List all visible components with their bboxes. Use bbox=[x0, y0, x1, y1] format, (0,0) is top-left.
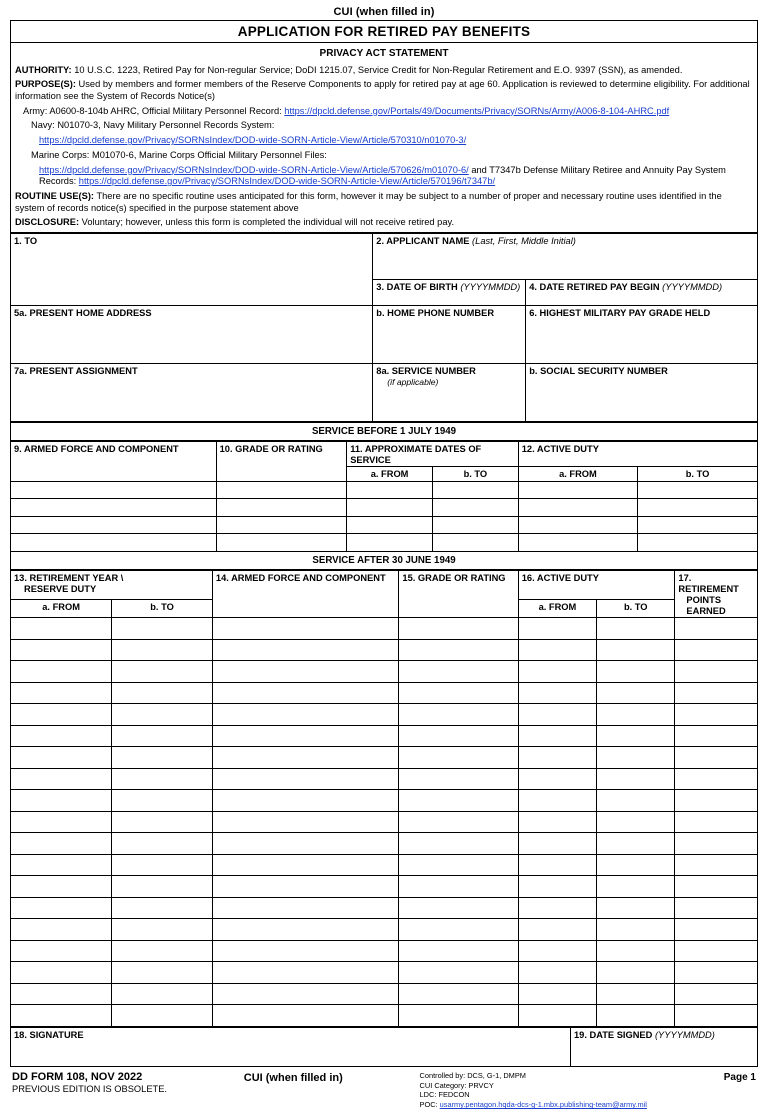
col-retirement-points-label: 17. RETIREMENT POINTS EARNED bbox=[678, 573, 739, 617]
authority-paragraph bbox=[15, 65, 753, 77]
col-active-to: b. TO bbox=[638, 466, 757, 481]
form-identifier bbox=[12, 1071, 167, 1094]
controlled-by: Controlled by: DCS, G-1, DMPM bbox=[419, 1070, 526, 1080]
poc-label: POC: bbox=[419, 1100, 440, 1110]
col-grade-or-rating-15 bbox=[399, 571, 518, 618]
band-service-after-1949: SERVICE AFTER 30 JUNE 1949 bbox=[11, 551, 757, 570]
field-date-signed[interactable] bbox=[571, 1027, 758, 1066]
field-date-signed-label: 19. DATE SIGNED (YYYYMMDD) bbox=[574, 1029, 715, 1040]
field-pay-grade-label: 6. HIGHEST MILITARY PAY GRADE HELD bbox=[529, 308, 711, 319]
table-row[interactable] bbox=[11, 747, 112, 769]
poc-line bbox=[420, 1100, 647, 1110]
signature-block bbox=[11, 1027, 757, 1066]
form-frame bbox=[10, 20, 758, 1067]
col-retirement-year bbox=[11, 571, 212, 600]
navy-sorn-line bbox=[15, 120, 753, 132]
col-active-duty-12 bbox=[518, 442, 757, 467]
col-retirement-to: b. TO bbox=[112, 600, 213, 618]
col-armed-force-component-14 bbox=[212, 571, 399, 618]
table-row[interactable] bbox=[11, 940, 112, 962]
field-applicant-name[interactable] bbox=[373, 234, 757, 280]
purpose-text: Used by members and former members of the Reserve Components to apply for retired pay at age 60. Application is reviewed to determine eligibility. For additional information see the System of Records Notice(s) bbox=[15, 79, 750, 101]
table-row[interactable] bbox=[11, 661, 112, 683]
page-number: Page 1 bbox=[723, 1071, 756, 1083]
marine-sorn-line bbox=[15, 150, 753, 162]
col-retirement-points bbox=[675, 571, 757, 618]
table-row[interactable] bbox=[11, 1005, 112, 1027]
marine-sorn-link-2[interactable]: https://dpcld.defense.gov/Privacy/SORNsIndex/DOD-wide-SORN-Article-View/Article/570196/t7347b/ bbox=[78, 176, 496, 187]
col-armed-force-label: 9. ARMED FORCE AND COMPONENT bbox=[14, 444, 179, 455]
army-sorn-link[interactable]: https://dpcld.defense.gov/Portals/49/Documents/Privacy/SORNs/Army/A006-8-104-AHRC.pdf bbox=[284, 105, 670, 116]
marine-sorn-label: Marine Corps: M01070-6, Marine Corps Official Military Personnel Files: bbox=[31, 149, 327, 160]
table-row[interactable] bbox=[11, 962, 112, 984]
routine-use-label: ROUTINE USE(S): bbox=[15, 190, 95, 201]
col-retirement-year-label: 13. RETIREMENT YEAR \ RESERVE DUTY bbox=[14, 573, 124, 595]
field-service-number-note: (if applicable) bbox=[387, 377, 439, 387]
disclosure-text: Voluntary; however, unless this form is completed the individual will not receive retired pay. bbox=[81, 217, 455, 228]
table-row[interactable] bbox=[11, 704, 112, 726]
previous-edition-note: PREVIOUS EDITION IS OBSOLETE. bbox=[12, 1083, 167, 1094]
table-row[interactable] bbox=[11, 499, 216, 517]
navy-sorn-link-line bbox=[15, 135, 753, 147]
table-row[interactable] bbox=[11, 897, 112, 919]
field-signature[interactable] bbox=[11, 1027, 571, 1066]
field-home-address-label: 5a. PRESENT HOME ADDRESS bbox=[14, 308, 152, 319]
cui-banner-bottom: CUI (when filled in) bbox=[243, 1071, 343, 1084]
form-number: DD FORM 108, NOV 2022 bbox=[12, 1070, 143, 1083]
routine-use-text: There are no specific routine uses anticipated for this form, however it may be subject to a number of proper and necessary routine uses identified in the system of records notice(s) specified in the purpose statement above bbox=[15, 190, 722, 213]
ldc: LDC: FEDCON bbox=[419, 1090, 470, 1100]
table-row[interactable] bbox=[11, 725, 112, 747]
field-home-phone[interactable] bbox=[373, 306, 526, 364]
identification-block bbox=[11, 233, 757, 422]
routine-use-paragraph bbox=[15, 191, 753, 214]
field-applicant-name-label: 2. APPLICANT NAME (Last, First, Middle Initial) bbox=[376, 236, 576, 247]
form-title: APPLICATION FOR RETIRED PAY BENEFITS bbox=[11, 21, 757, 43]
col-armed-force-component bbox=[11, 442, 216, 482]
purpose-paragraph bbox=[15, 79, 753, 102]
table-row[interactable] bbox=[11, 481, 216, 499]
navy-sorn-link[interactable]: https://dpcld.defense.gov/Privacy/SORNsIndex/DOD-wide-SORN-Article-View/Article/570310/n01070-3/ bbox=[39, 135, 467, 146]
field-ssn-label: b. SOCIAL SECURITY NUMBER bbox=[529, 366, 668, 377]
table-row[interactable] bbox=[11, 919, 112, 941]
field-to-label: 1. TO bbox=[14, 236, 38, 247]
col-grade-15-label: 15. GRADE OR RATING bbox=[402, 573, 506, 584]
purpose-label: PURPOSE(S): bbox=[15, 79, 76, 90]
poc-email-link[interactable]: usarmy.pentagon.hqda-dcs-g-1.mbx.publishing-team@army.mil bbox=[439, 1100, 647, 1110]
col-grade-or-rating bbox=[216, 442, 347, 482]
field-service-number[interactable] bbox=[373, 364, 526, 422]
marine-sorn-mid-text: and T7347b Defense Military Retiree and Annuity Pay System Records: bbox=[39, 164, 726, 187]
privacy-act-statement bbox=[11, 43, 757, 233]
table-row[interactable] bbox=[11, 618, 112, 640]
navy-sorn-label: Navy: N01070-3, Navy Military Personnel Records System: bbox=[31, 120, 275, 131]
table-service-before-1949 bbox=[11, 441, 757, 551]
disclosure-paragraph bbox=[15, 217, 753, 229]
table-service-after-1949 bbox=[11, 570, 757, 1026]
privacy-heading: PRIVACY ACT STATEMENT bbox=[319, 48, 449, 59]
table-row[interactable] bbox=[11, 790, 112, 812]
field-home-phone-label: b. HOME PHONE NUMBER bbox=[376, 308, 495, 319]
authority-label: AUTHORITY: bbox=[15, 64, 72, 75]
field-present-assignment[interactable] bbox=[11, 364, 373, 422]
col-active16-to: b. TO bbox=[597, 600, 675, 618]
col-active-duty-12-label: 12. ACTIVE DUTY bbox=[521, 444, 599, 455]
col-dates-from: a. FROM bbox=[347, 466, 433, 481]
field-to[interactable] bbox=[11, 234, 373, 306]
field-dob-label: 3. DATE OF BIRTH (YYYYMMDD) bbox=[376, 282, 521, 293]
army-sorn-line bbox=[15, 106, 753, 118]
marine-sorn-link-1[interactable]: https://dpcld.defense.gov/Privacy/SORNsIndex/DOD-wide-SORN-Article-View/Article/570626/m01070-6/ bbox=[39, 164, 469, 175]
table-row[interactable] bbox=[11, 639, 112, 661]
table-row[interactable] bbox=[11, 768, 112, 790]
field-date-retired-pay-begin[interactable] bbox=[526, 280, 757, 306]
table-row[interactable] bbox=[11, 833, 112, 855]
page-footer bbox=[10, 1067, 758, 1110]
field-service-number-label: 8a. SERVICE NUMBER bbox=[376, 366, 476, 377]
marine-sorn-link-line bbox=[15, 165, 753, 188]
control-markings bbox=[420, 1071, 647, 1110]
disclosure-label: DISCLOSURE: bbox=[15, 217, 80, 228]
col-active16-from: a. FROM bbox=[518, 600, 596, 618]
table-row[interactable] bbox=[11, 516, 216, 534]
col-dates-to: b. TO bbox=[432, 466, 518, 481]
col-approx-dates-of-service bbox=[347, 442, 519, 467]
authority-text: 10 U.S.C. 1223, Retired Pay for Non-regular Service; DoDI 1215.07, Service Credit for Non-Regular Retirement and E.O. 9397 (SSN), as amended. bbox=[74, 64, 683, 75]
table-row[interactable] bbox=[11, 876, 112, 898]
band-service-before-1949: SERVICE BEFORE 1 JULY 1949 bbox=[11, 422, 757, 441]
col-active-duty-16 bbox=[518, 571, 675, 600]
field-signature-label: 18. SIGNATURE bbox=[14, 1029, 84, 1040]
col-active-duty-16-label: 16. ACTIVE DUTY bbox=[521, 573, 599, 584]
field-ssn[interactable] bbox=[526, 364, 757, 422]
field-date-of-birth[interactable] bbox=[373, 280, 526, 306]
col-armed-force-14-label: 14. ARMED FORCE AND COMPONENT bbox=[215, 573, 386, 584]
field-pay-grade[interactable] bbox=[526, 306, 757, 364]
table-row[interactable] bbox=[11, 682, 112, 704]
army-sorn-label: Army: A0600-8-104b AHRC, Official Military Personnel Record: bbox=[23, 105, 282, 116]
col-active-from: a. FROM bbox=[518, 466, 637, 481]
col-grade-label: 10. GRADE OR RATING bbox=[219, 444, 323, 455]
table-row[interactable] bbox=[11, 854, 112, 876]
field-present-home-address[interactable] bbox=[11, 306, 373, 364]
field-present-assignment-label: 7a. PRESENT ASSIGNMENT bbox=[14, 366, 138, 377]
col-approx-dates-label: 11. APPROXIMATE DATES OF SERVICE bbox=[350, 444, 482, 465]
table-row[interactable] bbox=[11, 983, 112, 1005]
table-row[interactable] bbox=[11, 811, 112, 833]
field-retired-pay-begin-label: 4. DATE RETIRED PAY BEGIN (YYYYMMDD) bbox=[529, 282, 723, 293]
table-row[interactable] bbox=[11, 534, 216, 552]
cui-banner-top: CUI (when filled in) bbox=[333, 6, 435, 18]
cui-category: CUI Category: PRVCY bbox=[419, 1080, 494, 1090]
col-retirement-from: a. FROM bbox=[11, 600, 112, 618]
